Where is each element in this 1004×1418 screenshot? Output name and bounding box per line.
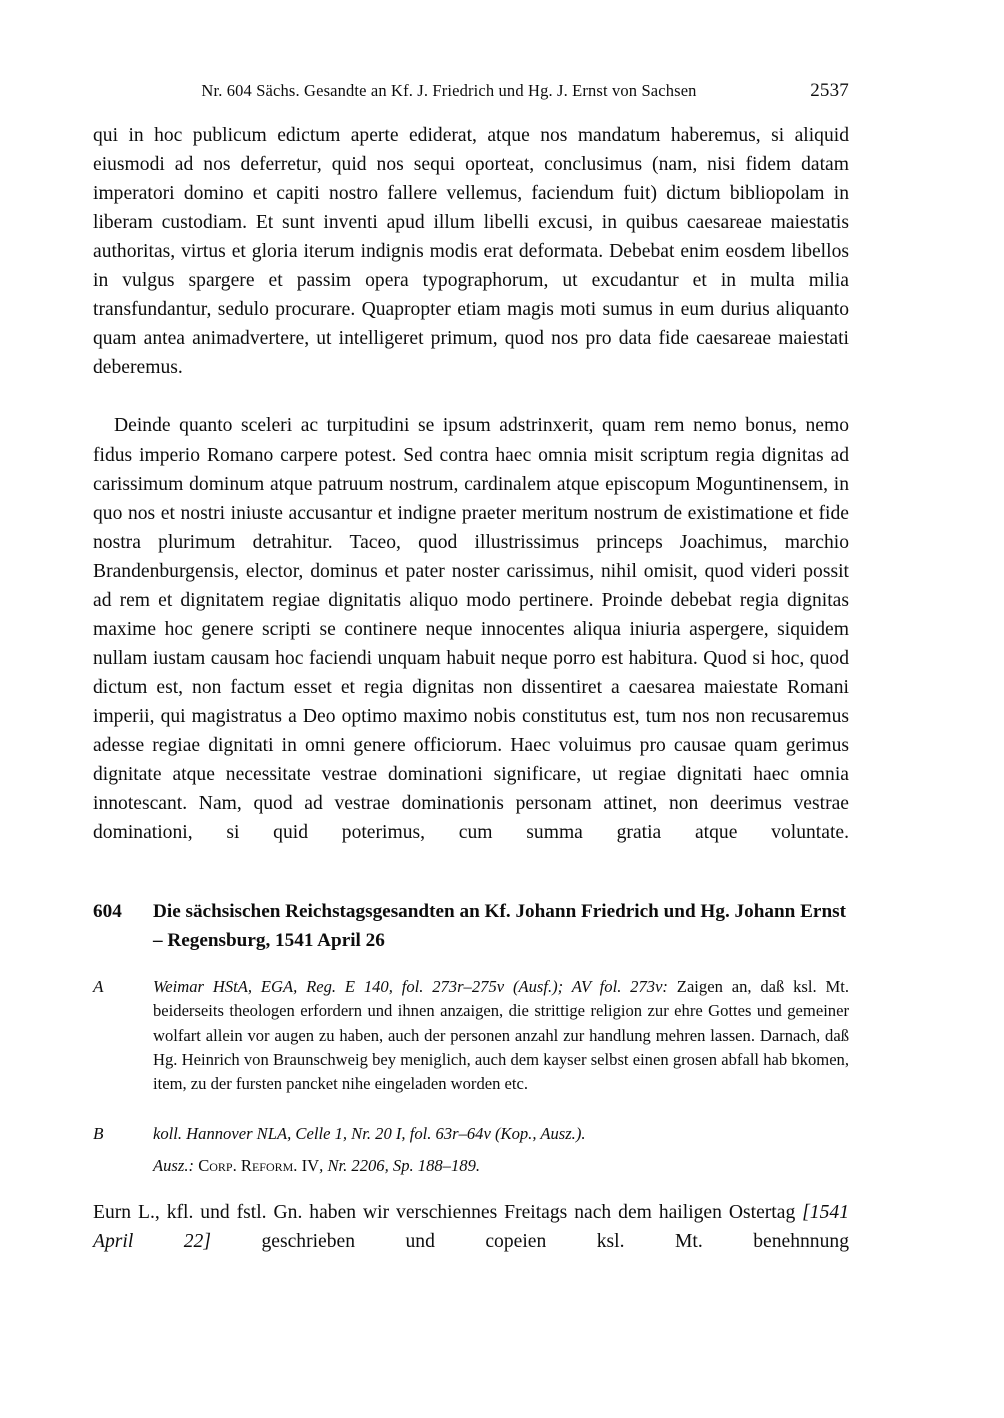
document-title: Die sächsischen Reichstagsgesandten an Kf. Johann Friedrich und Hg. Johann Ernst – Regensburg, 1541 April 26 <box>153 901 846 951</box>
source-summary-a: Zaigen an, daß ksl. Mt. beiderseits theologen erfordern und ihnen anzaigen, die strittige religion zur ehre Gottes und gemeiner wolfart allein vor augen zu haben, auch der personen anzahl zur handlung mehren lassen. Darnach, daß Hg. Heinrich von Braunschweig bey meniglich, auch dem kayser selbst einen grosen abfall hab bkomen, item, zu der fursten pancket nihe eingeladen worden etc. <box>153 977 849 1094</box>
running-head-title: Nr. 604 Sächs. Gesandte an Kf. J. Friedrich und Hg. J. Ernst von Sachsen <box>201 81 697 100</box>
excerpt-label: Ausz.: <box>153 1156 195 1176</box>
document-number: 604 <box>93 901 122 922</box>
source-sigil-a: A <box>93 977 104 996</box>
closing-paragraph <box>93 1198 849 1285</box>
closing-text-block <box>93 1198 849 1285</box>
body-paragraph-1: qui in hoc publicum edictum aperte ediderat, atque nos mandatum haberemus, si aliquid eiusmodi ad nos deferretur, quid nos sequi oporteat, conclusimus (nam, nisi fidem datam imperatori domino et capiti nostro fallere vellemus, faciendum fuit) dictum bibliopolam in liberam custodiam. Et sunt inventi apud illum libelli excusi, in quibus caesareae maiestatis authoritas, virtus et gloria iterum indignis modis erat deformata. Debebat enim eosdem libellos in vulgus spargere et passim opera typographorum, ut excudantur et in multa milia transfundantur, sedulo procurare. Quapropter etiam magis moti sumus in eum durius aliquanto quam antea animadvertere, ut intelligeret primum, quod nos pro data fide caesareae maiestati deberemus. <box>93 125 849 379</box>
source-entry-b <box>93 1122 849 1179</box>
source-excerpt-b <box>153 1154 849 1178</box>
source-body-a <box>153 975 849 1096</box>
body-paragraph-2: Deinde quanto sceleri ac turpitudini se ipsum adstrinxerit, quam rem nemo bonus, nemo fidus imperio Romano carpere potest. Sed contra haec omnia misit scriptum regia dignitas ad carissimum dominum atque patruum nostrum, cardinalem atque episcopum Moguntinensem, in quo nos et nostri iniuste accusantur et indigne praeter meritum nostrum de existimatione et fide nostra plurimum detrahitur. Taceo, quod illustrissimus princeps Joachimus, marchio Brandenburgensis, elector, dominus et pater noster carissimus, nihil omisit, quod videri possit ad rem et dignitatem regiae dignitatis aliquo modo pertinere. Proinde debebat regia dignitas maxime hoc genere scripti se continere neque innocentes aliqua iniuria aspergere, siquidem nullam iustam causam hoc faciendi unquam habuit neque porro est habitura. Quod si hoc, quod dictum est, non factum esset et regia dignitas non dissentiret a caesarea maiestate Romani imperii, qui magistratus a Deo optimo maximo nobis constitutus est, tum nos non recusaremus adesse regiae dignitati in omni genere officiorum. Haec voluimus pro causae quam gerimus dignitate atque necessitate vestrae dominationi significare, ut regiae dignitati haec omnia innotescant. Nam, quod ad vestrae dominationis personam attinet, non deerimus vestrae dominationi, si quid poterimus, cum summa gratia atque voluntate. <box>93 415 849 844</box>
source-body-b <box>153 1122 849 1146</box>
excerpt-volume: IV <box>297 1156 320 1176</box>
closing-text-first: Eurn L., kfl. und fstl. Gn. haben wir verschiennes Freitags nach dem hailigen Ostertag <box>93 1202 803 1223</box>
source-reference-a: Weimar HStA, EGA, Reg. E 140, fol. 273r–275v (Ausf.); AV fol. 273v: <box>153 977 668 996</box>
source-sigil-b: B <box>93 1124 104 1143</box>
closing-text-second: geschrieben und copeien ksl. Mt. benehnnung <box>210 1231 849 1253</box>
source-entry-a <box>93 975 849 1096</box>
main-text-block <box>93 121 849 876</box>
running-head <box>93 78 849 104</box>
page-number: 2537 <box>810 80 849 101</box>
excerpt-locus: , Nr. 2206, Sp. 188–189. <box>319 1156 481 1176</box>
editorial-date: [1541 April 22] <box>93 1202 849 1253</box>
excerpt-edition-name: Corp. Reform. <box>198 1156 298 1176</box>
source-reference-b: koll. Hannover NLA, Celle 1, Nr. 20 I, fol. 63r–64v (Kop., Ausz.). <box>153 1124 586 1143</box>
document-heading <box>93 897 849 955</box>
